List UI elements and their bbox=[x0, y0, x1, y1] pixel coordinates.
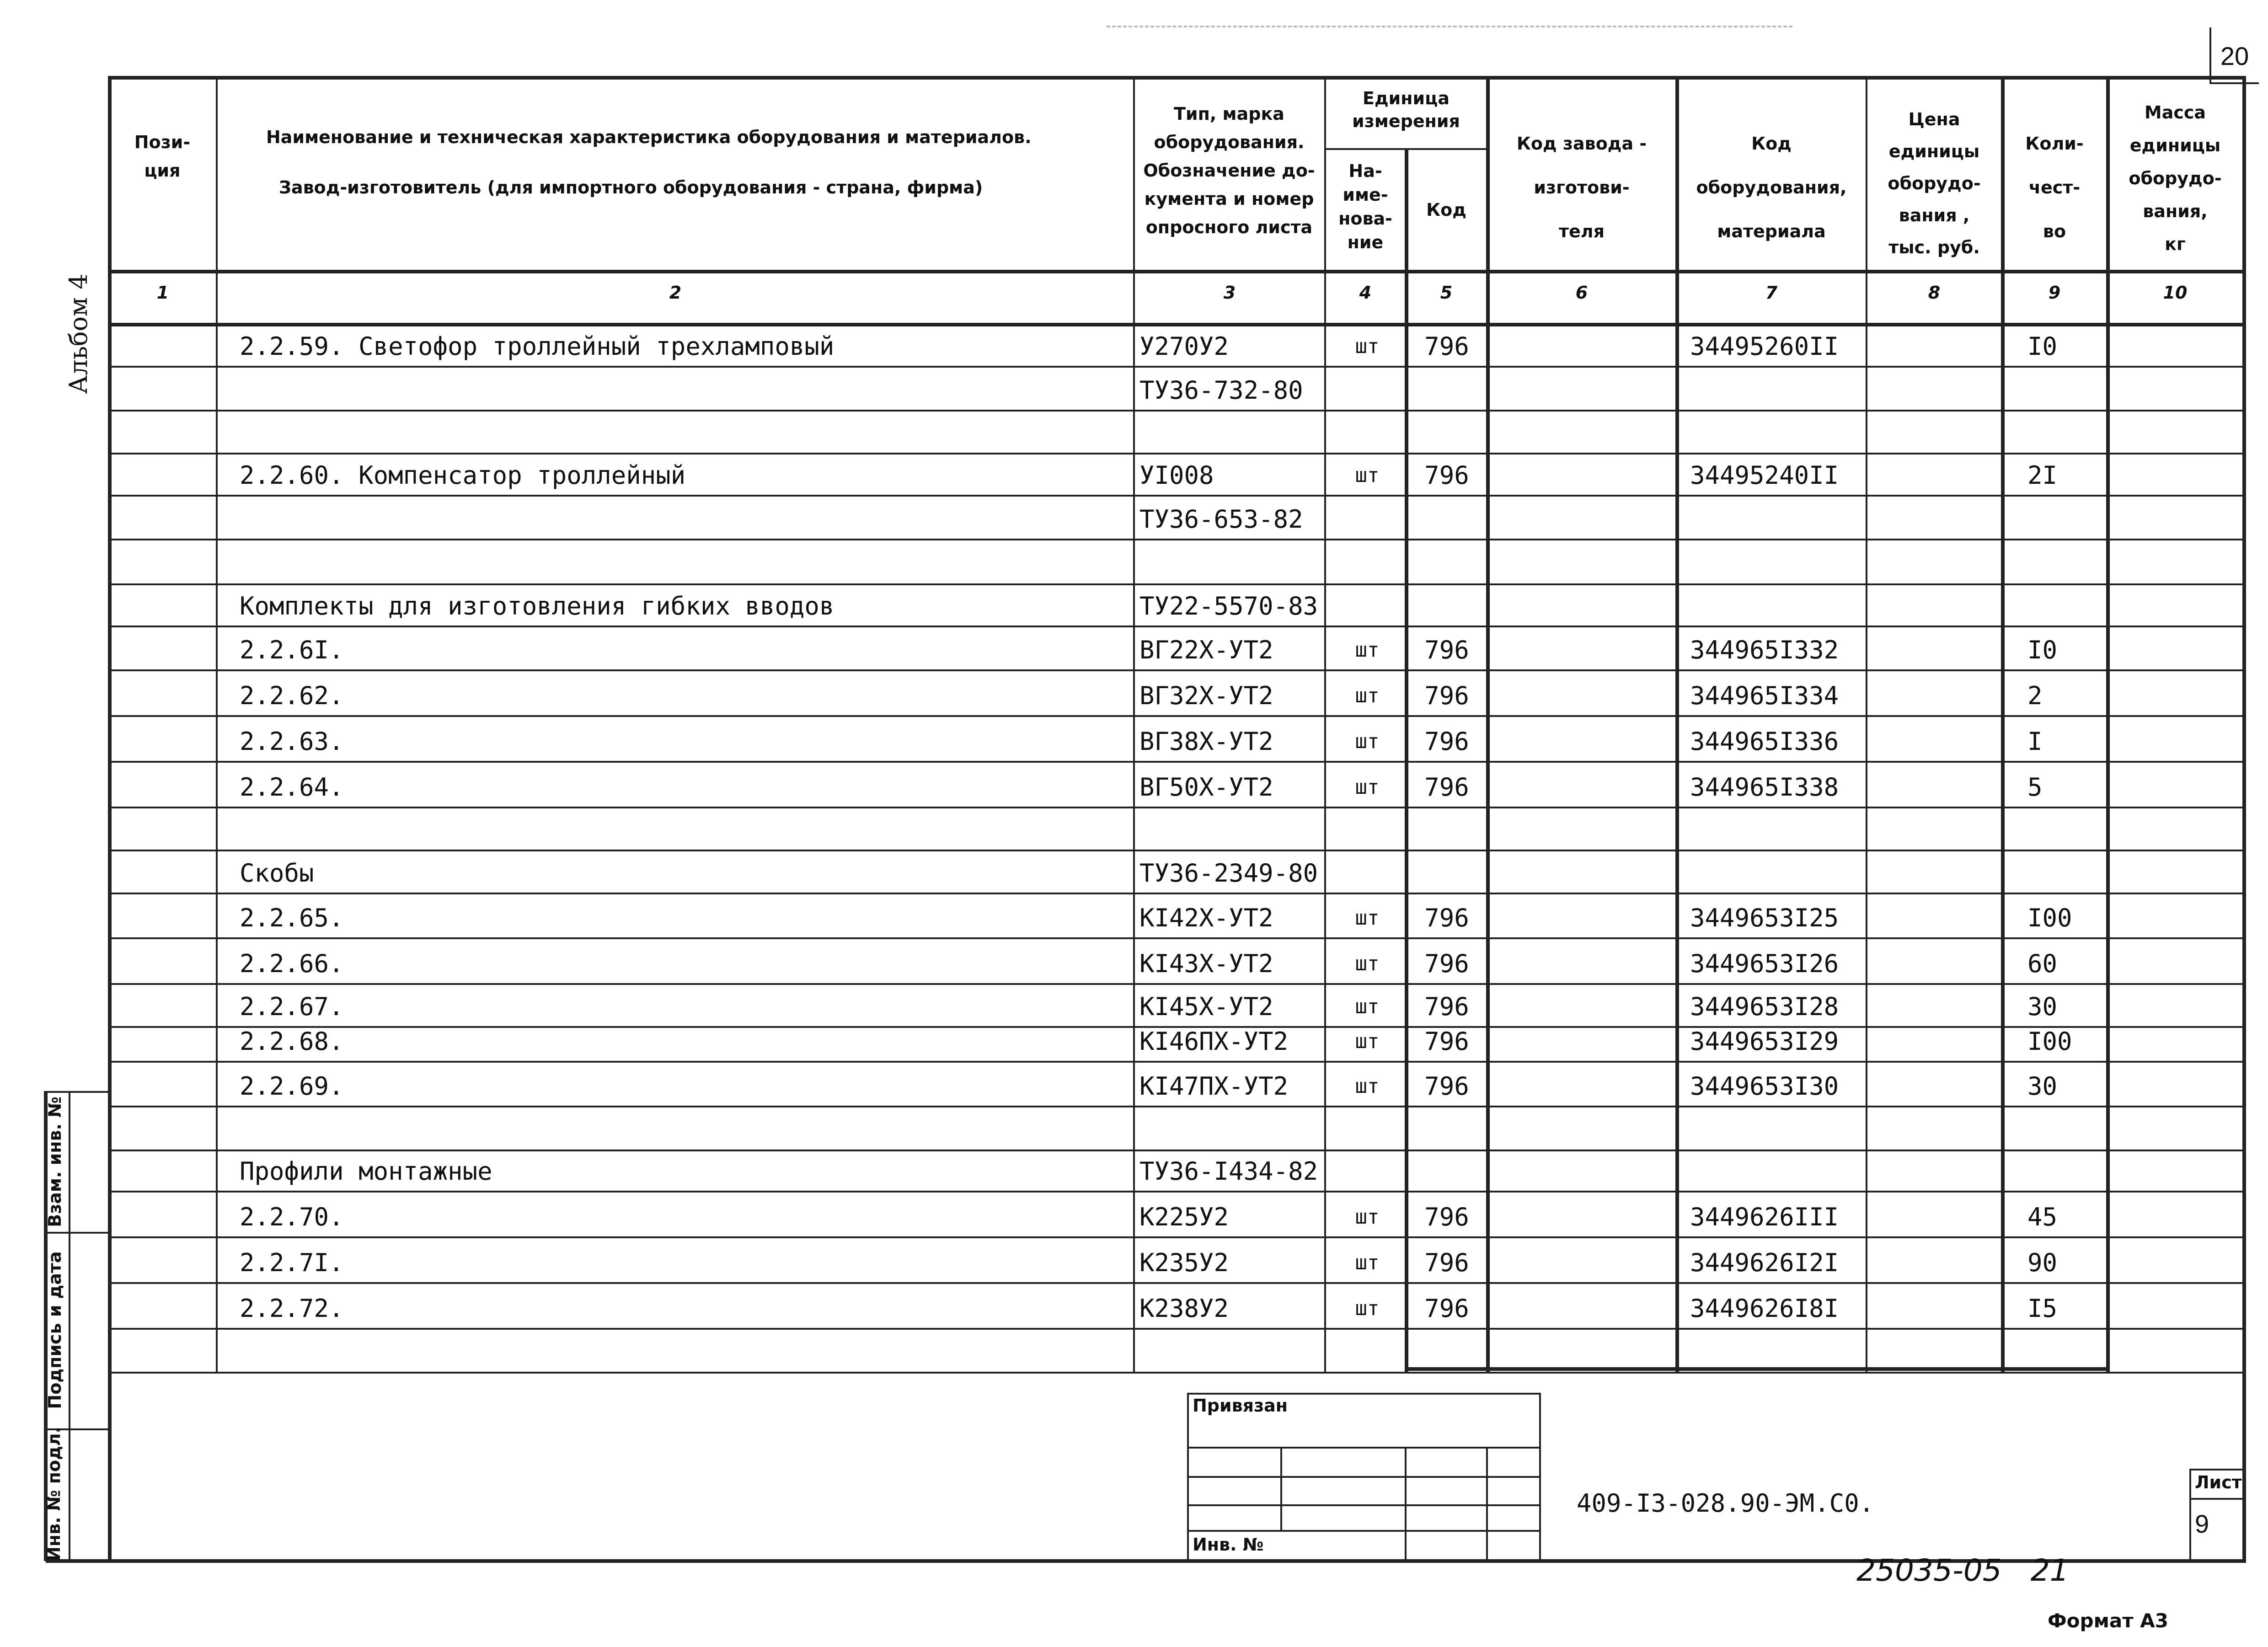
header-col3: Тип, марка оборудования. Обозначение до- кумента и номер опросного листа bbox=[1143, 104, 1315, 237]
column-number-bottom-line bbox=[108, 323, 2244, 326]
cell-name: 2.2.65. bbox=[240, 904, 344, 932]
cell-code: 344965I332 bbox=[1690, 636, 1839, 664]
header-col2-line2: Завод-изготовитель (для импортного оборудования - страна, фирма) bbox=[279, 177, 983, 198]
cell-type: ТУ36-2349-80 bbox=[1139, 859, 1318, 888]
handwritten-number: 25035-05 21 bbox=[1856, 1553, 2069, 1588]
cell-name: 2.2.60. Компенсатор троллейный bbox=[240, 461, 686, 490]
cell-unit: шт bbox=[1355, 1205, 1380, 1229]
document-designation: 409-I3-028.90-ЭМ.С0. bbox=[1577, 1489, 1874, 1518]
cell-name: 2.2.69. bbox=[240, 1072, 344, 1101]
side-strip-divider bbox=[69, 1091, 70, 1561]
row-separator bbox=[108, 1061, 2244, 1063]
cell-type: ВГ38Х-УТ2 bbox=[1139, 727, 1273, 756]
row-separator bbox=[108, 1328, 2244, 1330]
cell-unit-code: 796 bbox=[1424, 332, 1469, 361]
column-number: 1 bbox=[156, 283, 169, 303]
frame-right bbox=[2242, 76, 2246, 1561]
header-col2-line1: Наименование и техническая характеристика оборудования и материалов. bbox=[266, 127, 1032, 147]
cell-name: 2.2.7I. bbox=[240, 1248, 344, 1277]
list-box-border bbox=[2189, 1498, 2246, 1500]
row-separator bbox=[108, 669, 2244, 671]
cell-code: 3449653I25 bbox=[1690, 904, 1839, 932]
table-bottom-line bbox=[108, 1372, 2244, 1374]
cell-name: 2.2.6I. bbox=[240, 636, 344, 664]
row-separator bbox=[108, 807, 2244, 808]
cell-code: 344965I336 bbox=[1690, 727, 1839, 756]
list-box-border bbox=[2189, 1469, 2246, 1471]
cell-name: 2.2.66. bbox=[240, 949, 344, 978]
format-label: Формат А3 bbox=[2048, 1610, 2168, 1632]
list-number: 9 bbox=[2195, 1509, 2209, 1538]
column-number: 10 bbox=[2163, 283, 2188, 303]
cell-type: ВГ32Х-УТ2 bbox=[1139, 681, 1273, 710]
column-number: 6 bbox=[1575, 283, 1588, 303]
cell-unit: шт bbox=[1355, 1251, 1380, 1274]
cell-qty: 2I bbox=[2027, 461, 2058, 490]
cell-unit-code: 796 bbox=[1424, 636, 1469, 664]
cell-code: 344965I338 bbox=[1690, 773, 1839, 802]
row-separator bbox=[108, 715, 2244, 717]
cell-name: 2.2.62. bbox=[240, 681, 344, 710]
cell-code: 34495240II bbox=[1690, 461, 1839, 490]
cell-unit-code: 796 bbox=[1424, 1294, 1469, 1323]
cell-unit: шт bbox=[1355, 684, 1380, 707]
cell-code: 3449626I8I bbox=[1690, 1294, 1839, 1323]
row-separator bbox=[108, 583, 2244, 585]
row-separator bbox=[108, 1191, 2244, 1192]
sheet-number-top: 20 bbox=[2220, 42, 2249, 70]
cell-type: К238У2 bbox=[1139, 1294, 1229, 1323]
cell-unit: шт bbox=[1355, 730, 1380, 753]
cell-unit-code: 796 bbox=[1424, 773, 1469, 802]
cell-unit: шт bbox=[1355, 1297, 1380, 1320]
cell-type: КI45Х-УТ2 bbox=[1139, 992, 1273, 1021]
cell-unit-code: 796 bbox=[1424, 1072, 1469, 1101]
cell-type: КI42Х-УТ2 bbox=[1139, 904, 1273, 932]
cell-code: 3449626I2I bbox=[1690, 1248, 1839, 1277]
cell-qty: 2 bbox=[2027, 681, 2043, 710]
header-col6: Код завода - изготови- теля bbox=[1516, 134, 1647, 241]
stamp-privyazan: Привязан bbox=[1193, 1396, 1288, 1416]
side-label-inv: Инв. № подл. bbox=[44, 1426, 64, 1561]
data-block-bottom bbox=[1405, 1367, 2110, 1371]
cell-qty: 90 bbox=[2027, 1248, 2058, 1277]
side-label-podpis: Подпись и дата bbox=[45, 1251, 65, 1409]
cell-qty: 45 bbox=[2027, 1203, 2058, 1231]
cell-code: 3449626III bbox=[1690, 1203, 1839, 1231]
row-separator bbox=[108, 850, 2244, 851]
cell-name: 2.2.72. bbox=[240, 1294, 344, 1323]
cell-name: 2.2.68. bbox=[240, 1027, 344, 1056]
row-separator bbox=[108, 626, 2244, 627]
cell-qty: I bbox=[2027, 727, 2043, 756]
cell-qty: 30 bbox=[2027, 1072, 2058, 1101]
row-separator bbox=[108, 539, 2244, 540]
cell-type: ТУ22-5570-83 bbox=[1139, 592, 1318, 620]
top-dashed-line bbox=[1107, 26, 1792, 27]
frame-top bbox=[108, 76, 2244, 80]
cell-qty: 30 bbox=[2027, 992, 2058, 1021]
cell-code: 344965I334 bbox=[1690, 681, 1839, 710]
stamp-line bbox=[1486, 1447, 1488, 1561]
cell-qty: I00 bbox=[2027, 904, 2072, 932]
cell-code: 34495260II bbox=[1690, 332, 1839, 361]
cell-unit-code: 796 bbox=[1424, 727, 1469, 756]
cell-code: 3449653I28 bbox=[1690, 992, 1839, 1021]
list-box-border bbox=[2189, 1469, 2191, 1561]
cell-name: Комплекты для изготовления гибких вводов bbox=[240, 592, 834, 620]
cell-type: ТУ36-653-82 bbox=[1139, 505, 1303, 534]
cell-type: ВГ50Х-УТ2 bbox=[1139, 773, 1273, 802]
header-col8: Цена единицы оборудо- вания , тыс. руб. bbox=[1888, 109, 1981, 257]
cell-unit: шт bbox=[1355, 775, 1380, 799]
cell-name: 2.2.63. bbox=[240, 727, 344, 756]
sheet-number-box-border bbox=[2209, 82, 2259, 84]
stamp-line bbox=[1280, 1447, 1282, 1530]
cell-unit: шт bbox=[1355, 1075, 1380, 1098]
row-separator bbox=[108, 410, 2244, 412]
header-col10: Масса единицы оборудо- вания, кг bbox=[2129, 102, 2222, 254]
cell-name: 2.2.67. bbox=[240, 992, 344, 1021]
stamp-inv-no: Инв. № bbox=[1193, 1535, 1264, 1555]
row-separator bbox=[108, 366, 2244, 368]
header-col4: На- име- нова- ние bbox=[1338, 161, 1392, 252]
cell-type: КI46ПХ-УТ2 bbox=[1139, 1027, 1289, 1056]
cell-type: ВГ22Х-УТ2 bbox=[1139, 636, 1273, 664]
cell-name: Скобы bbox=[240, 859, 314, 888]
cell-name: 2.2.59. Светофор троллейный трехламповый bbox=[240, 332, 834, 361]
stamp-line bbox=[1187, 1393, 1541, 1395]
cell-unit-code: 796 bbox=[1424, 949, 1469, 978]
header-col1: Пози- ция bbox=[134, 132, 191, 181]
cell-unit: шт bbox=[1355, 995, 1380, 1018]
cell-type: КI47ПХ-УТ2 bbox=[1139, 1072, 1289, 1101]
column-number: 7 bbox=[1765, 283, 1778, 303]
row-separator bbox=[108, 1236, 2244, 1238]
cell-qty: I5 bbox=[2027, 1294, 2058, 1323]
cell-qty: 60 bbox=[2027, 949, 2058, 978]
col-divider-4 bbox=[1405, 148, 1408, 1372]
header-col9: Коли- чест- во bbox=[2025, 134, 2084, 241]
cell-qty: I0 bbox=[2027, 636, 2058, 664]
cell-unit-code: 796 bbox=[1424, 681, 1469, 710]
cell-code: 3449653I26 bbox=[1690, 949, 1839, 978]
cell-unit-code: 796 bbox=[1424, 461, 1469, 490]
row-separator bbox=[108, 761, 2244, 763]
cell-unit: шт bbox=[1355, 906, 1380, 930]
cell-type: ТУ36-I434-82 bbox=[1139, 1157, 1318, 1186]
header-col5: Код bbox=[1426, 200, 1466, 220]
row-separator bbox=[108, 1150, 2244, 1151]
cell-unit: шт bbox=[1355, 952, 1380, 975]
list-label: Лист bbox=[2195, 1472, 2242, 1492]
cell-unit: шт bbox=[1355, 638, 1380, 662]
column-number: 5 bbox=[1440, 283, 1453, 303]
cell-unit: шт bbox=[1355, 335, 1380, 358]
header-col7: Код оборудования, материала bbox=[1696, 134, 1847, 241]
column-number: 4 bbox=[1359, 283, 1372, 303]
cell-unit-code: 796 bbox=[1424, 1027, 1469, 1056]
cell-type: УI008 bbox=[1139, 461, 1214, 490]
cell-name: 2.2.70. bbox=[240, 1203, 344, 1231]
column-number: 8 bbox=[1928, 283, 1941, 303]
cell-type: ТУ36-732-80 bbox=[1139, 376, 1303, 405]
column-number: 2 bbox=[669, 283, 682, 303]
cell-unit-code: 796 bbox=[1424, 992, 1469, 1021]
header-bottom-line bbox=[108, 270, 2244, 273]
row-separator bbox=[108, 983, 2244, 985]
row-separator bbox=[108, 1106, 2244, 1107]
stamp-line bbox=[1405, 1447, 1407, 1561]
side-label-vzam: Взам. инв. № bbox=[45, 1096, 65, 1227]
column-number: 3 bbox=[1223, 283, 1236, 303]
unit-group-separator bbox=[1324, 148, 1486, 150]
row-separator bbox=[108, 495, 2244, 497]
row-separator bbox=[108, 893, 2244, 894]
cell-qty: 5 bbox=[2027, 773, 2043, 802]
sheet-number-box-border bbox=[2209, 27, 2211, 82]
cell-code: 3449653I30 bbox=[1690, 1072, 1839, 1101]
column-number: 9 bbox=[2048, 283, 2061, 303]
cell-unit-code: 796 bbox=[1424, 904, 1469, 932]
album-label: Альбом 4 bbox=[64, 273, 93, 394]
cell-type: У270У2 bbox=[1139, 332, 1229, 361]
cell-name: 2.2.64. bbox=[240, 773, 344, 802]
cell-code: 3449653I29 bbox=[1690, 1027, 1839, 1056]
cell-unit: шт bbox=[1355, 1030, 1380, 1053]
header-unit-group: Единица измерения bbox=[1352, 88, 1460, 131]
cell-unit-code: 796 bbox=[1424, 1248, 1469, 1277]
row-separator bbox=[108, 453, 2244, 455]
row-separator bbox=[108, 937, 2244, 939]
row-separator bbox=[108, 1282, 2244, 1284]
cell-qty: I0 bbox=[2027, 332, 2058, 361]
cell-type: К235У2 bbox=[1139, 1248, 1229, 1277]
cell-name: Профили монтажные bbox=[240, 1157, 492, 1186]
cell-unit: шт bbox=[1355, 464, 1380, 487]
cell-qty: I00 bbox=[2027, 1027, 2072, 1056]
cell-type: КI43Х-УТ2 bbox=[1139, 949, 1273, 978]
cell-unit-code: 796 bbox=[1424, 1203, 1469, 1231]
cell-type: К225У2 bbox=[1139, 1203, 1229, 1231]
